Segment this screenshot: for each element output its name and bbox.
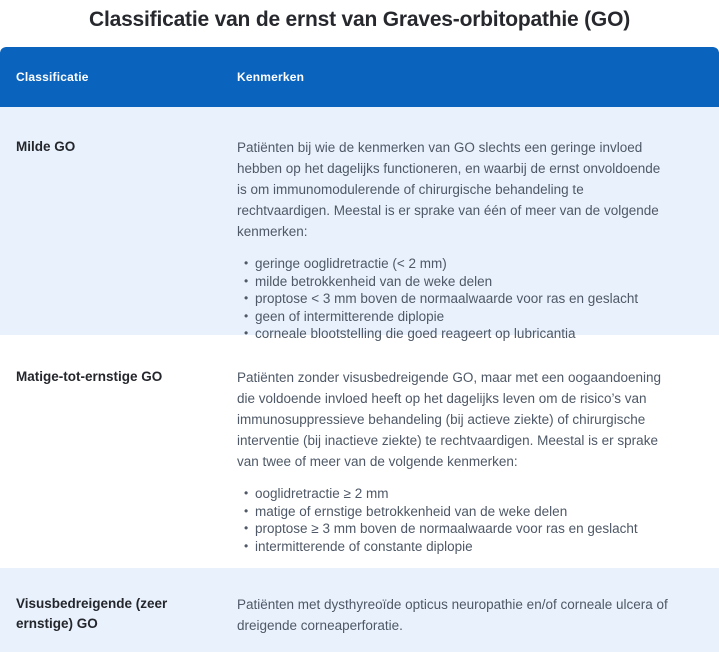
- bullet-item: • ooglidretractie ≥ 2 mm: [237, 485, 671, 503]
- kenmerken-cell: [237, 367, 671, 568]
- bullet-item: • corneale blootstelling die goed reageert op lubricantia: [237, 325, 671, 343]
- table-header-row: [0, 47, 719, 107]
- classification-cell: Matige-tot-ernstige GO: [16, 369, 163, 384]
- classification-cell: Milde GO: [16, 139, 76, 154]
- kenmerken-cell: [237, 594, 671, 652]
- table-row-visusbedreigende-go: [0, 568, 719, 652]
- row-intro: Patiënten zonder visusbedreigende GO, maar met een oogaandoening die voldoende invloed heeft op het dagelijks leven om de risico’s van immunosuppressieve behandeling (bij actieve ziekte) of chirurgische interventie (bij inactieve ziekte) te rechtvaardigen. Meestal is er sprake van twee of meer van de volgende kenmerken:: [237, 370, 662, 469]
- bullet-item: • milde betrokkenheid van de weke delen: [237, 273, 671, 291]
- kenmerken-cell: [237, 137, 671, 341]
- bullet-item: • intermitterende of constante diplopie: [237, 538, 671, 556]
- row-intro: Patiënten met dysthyreoïde opticus neuropathie en/of corneale ulcera of dreigende corneaperforatie.: [237, 597, 668, 633]
- row-intro: Patiënten bij wie de kenmerken van GO slechts een geringe invloed hebben op het dagelijks functioneren, en waarbij de ernst onvoldoende is om immunomodulerende of chirurgische behandeling te rechtvaardigen. Meestal is er sprake van één of meer van de volgende kenmerken:: [237, 140, 661, 239]
- table-row-matige-tot-ernstige-go: [0, 335, 719, 568]
- bullet-item: • proptose < 3 mm boven de normaalwaarde voor ras en geslacht: [237, 290, 671, 308]
- column-header-kenmerken: Kenmerken: [237, 70, 305, 84]
- table-row-milde-go: [0, 107, 719, 341]
- classification-cell: Visusbedreigende (zeer ernstige) GO: [16, 596, 168, 631]
- bullet-item: • geringe ooglidretractie (< 2 mm): [237, 255, 671, 273]
- bullet-item: • proptose ≥ 3 mm boven de normaalwaarde voor ras en geslacht: [237, 520, 671, 538]
- bullet-item: • matige of ernstige betrokkenheid van de weke delen: [237, 503, 671, 521]
- classification-table: [0, 47, 719, 652]
- page-title: Classificatie van de ernst van Graves-orbitopathie (GO): [89, 8, 630, 31]
- bullet-list: [237, 255, 671, 343]
- column-header-classificatie: Classificatie: [16, 70, 89, 84]
- bullet-list: [237, 485, 671, 555]
- bullet-item: • geen of intermitterende diplopie: [237, 308, 671, 326]
